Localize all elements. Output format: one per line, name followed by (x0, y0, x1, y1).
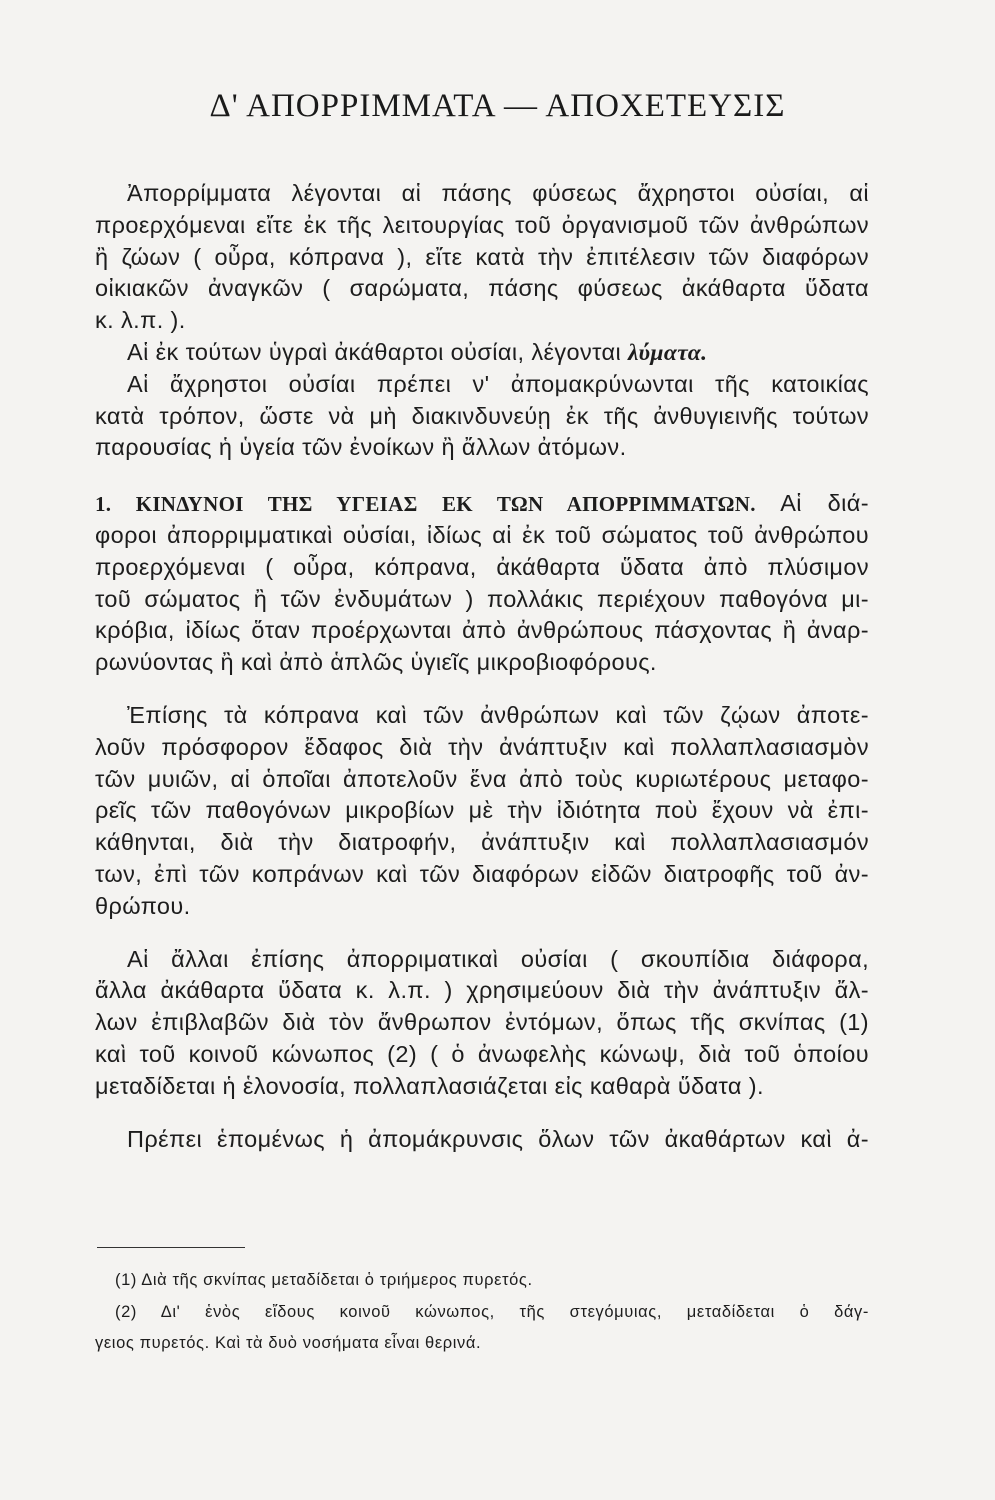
definition-text: Αἱ ἐκ τούτων ὑγραὶ ἀκάθαρτοι οὐσίαι, λέγονται (127, 338, 622, 365)
text-line: Πρέπει ἑπομένως ἡ ἀπομάκρυνσις ὅλων τῶν ἀκαθάρτων καὶ ἀ- (127, 1125, 869, 1152)
footnotes (95, 1265, 869, 1360)
section-title-line (95, 488, 869, 520)
text-line: λοῦν πρόσφορον ἔδαφος διὰ τὴν ἀνάπτυξιν καὶ πολλαπλασιασμὸν (95, 733, 869, 760)
text-line: προερχόμεναι ( οὖρα, κόπρανα, ἀκάθαρτα ὕδατα ἀπὸ πλύσιμον (95, 553, 869, 580)
intro-paragraph-3 (95, 369, 869, 464)
text-line: μεταδίδεται ἡ ἑλονοσία, πολλαπλασιάζεται εἰς καθαρὰ ὕδατα ). (95, 1072, 764, 1099)
text-line (95, 337, 869, 369)
section-1 (95, 488, 869, 1155)
text-line: παρουσίας ἡ ὑγεία τῶν ἐνοίκων ἢ ἄλλων ἀτόμων. (95, 434, 627, 461)
text-line: τῶν μυιῶν, αἱ ὁποῖαι ἀποτελοῦν ἕνα ἀπὸ τοὺς κυριωτέρους μεταφο- (95, 765, 869, 792)
text-line: λων ἐπιβλαβῶν διὰ τὸν ἄνθρωπον ἐντόμων, ὅπως τῆς σκνίπας (1) (95, 1009, 869, 1036)
section-title: 1. ΚΙΝΔΥΝΟΙ ΤΗΣ ΥΓΕΙΑΣ ΕΚ ΤΩΝ ΑΠΟΡΡΙΜΜΑΤΩΝ. (95, 492, 756, 517)
text-line: κάθηνται, διὰ τὴν διατροφήν, ἀνάπτυξιν καὶ πολλαπλασιασμόν (95, 829, 869, 856)
text-line: ἄλλα ἀκάθαρτα ὕδατα κ. λ.π. ) χρησιμεύουν διὰ τὴν ἀνάπτυξιν ἄλ- (95, 977, 869, 1004)
footnote-1: (1) Διὰ τῆς σκνίπας μεταδίδεται ὁ τριήμερος πυρετός. (115, 1271, 533, 1289)
text-line: θρώπου. (95, 892, 191, 919)
text-line: ρεῖς τῶν παθογόνων μικροβίων μὲ τὴν ἰδιότητα ποὺ ἔχουν νὰ ἐπι- (95, 797, 869, 824)
text-line: Αἱ ἄλλαι ἐπίσης ἀπορριματικαὶ οὐσίαι ( σκουπίδια διάφορα, (127, 945, 869, 972)
chapter-heading: Δ' ΑΠΟΡΡΙΜΜΑΤΑ — ΑΠΟΧΕΤΕΥΣΙΣ (209, 88, 786, 124)
text-line: ἢ ζώων ( οὖρα, κόπρανα ), εἴτε κατὰ τὴν ἐπιτέλεσιν τῶν διαφόρων (95, 243, 869, 270)
footnote-2-line: (2) Δι' ἑνὸς εἴδους κοινοῦ κώνωπος, τῆς στεγόμυιας, μεταδίδεται ὁ δάγ- (115, 1302, 869, 1321)
text-line: καὶ τοῦ κοινοῦ κώνωπος (2) ( ὁ ἀνωφελὴς κώνωψ, διὰ τοῦ ὁποίου (95, 1040, 869, 1067)
main-text (95, 178, 869, 1155)
intro-paragraph-1 (95, 178, 869, 337)
text-line: κρόβια, ἰδίως ὅταν προέρχωνται ἀπὸ ἀνθρώπους πάσχοντας ἢ ἀναρ- (95, 617, 869, 644)
intro-paragraph-2 (95, 337, 869, 369)
term-lymata: λύματα. (628, 339, 708, 366)
text-line: κατὰ τρόπον, ὥστε νὰ μὴ διακινδυνεύῃ ἐκ τῆς ἀνθυγιεινῆς τούτων (95, 402, 869, 429)
text-line: προερχόμεναι εἴτε ἐκ τῆς λειτουργίας τοῦ ὀργανισμοῦ τῶν ἀνθρώπων (95, 211, 869, 238)
text-line: κ. λ.π. ). (95, 307, 186, 334)
text-line: οἰκιακῶν ἀναγκῶν ( σαρώματα, πάσης φύσεως ἀκάθαρτα ὕδατα (95, 275, 869, 302)
text-line: Αἱ ἄχρηστοι οὐσίαι πρέπει ν' ἀπομακρύνωνται τῆς κατοικίας (127, 370, 869, 397)
text-line: ρωνύοντας ἢ καὶ ἀπὸ ἁπλῶς ὑγιεῖς μικροβιοφόρους. (95, 649, 657, 676)
section-title-tail: Αἱ διά- (780, 490, 869, 517)
text-line: Ἐπίσης τὰ κόπρανα καὶ τῶν ἀνθρώπων καὶ τῶν ζῴων ἀποτε- (127, 701, 869, 728)
text-line: τοῦ σώματος ἢ τῶν ἐνδυμάτων ) πολλάκις περιέχουν παθογόνα μι- (95, 585, 869, 612)
footnote-2-line: γειος πυρετός. Καὶ τὰ δυὸ νοσήματα εἶναι θερινά. (95, 1334, 482, 1352)
text-line: φοροι ἀπορριμματικαὶ οὐσίαι, ἰδίως αἱ ἐκ τοῦ σώματος τοῦ ἀνθρώπου (95, 521, 869, 548)
footnote-divider (97, 1247, 245, 1248)
text-line: των, ἐπὶ τῶν κοπράνων καὶ τῶν διαφόρων εἰδῶν διατροφῆς τοῦ ἀν- (95, 860, 869, 887)
text-line: Ἀπορρίμματα λέγονται αἱ πάσης φύσεως ἄχρηστοι οὐσίαι, αἱ (127, 180, 869, 206)
